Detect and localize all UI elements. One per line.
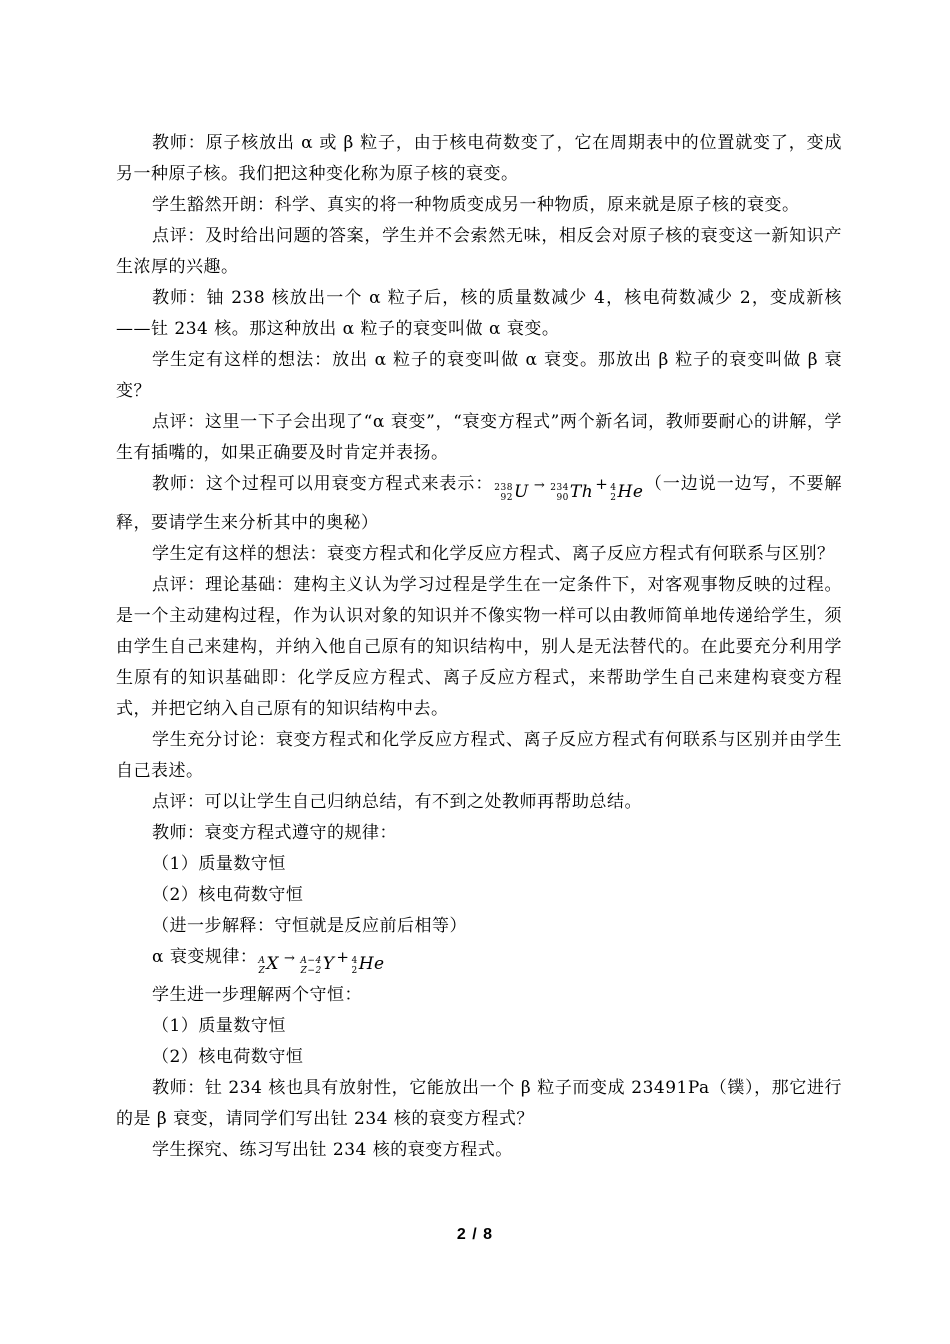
helium-mass-number: 4	[610, 483, 617, 493]
paragraph: 学生定有这样的想法：衰变方程式和化学反应方程式、离子反应方程式有何联系与区别？	[152, 543, 835, 564]
parent-nuclide	[258, 949, 279, 980]
helium-nuclide	[610, 477, 643, 508]
helium-charge-number: 2	[351, 965, 358, 976]
paragraph: （进一步解释：守恒就是反应前后相等）	[152, 915, 467, 936]
equation-intro-text: 教师：这个过程可以用衰变方程式来表示：	[152, 474, 494, 494]
reaction-arrow: →	[533, 478, 546, 493]
paragraph: 学生进一步理解两个守恒：	[152, 985, 362, 1005]
paragraph: 点评：这里一下子会出现了“α 衰变”，“衰变方程式”两个新名词，教师要耐心的讲解，学生有插嘴的，如果正确要及时肯定并表扬。	[116, 412, 842, 463]
page-body	[116, 128, 842, 1166]
uranium-charge-number: 92	[500, 493, 513, 503]
thorium-nuclide	[550, 477, 593, 508]
list-item: （1）质量数守恒	[152, 853, 286, 874]
paragraph: 点评：可以让学生自己归纳总结，有不到之处教师再帮助总结。	[152, 791, 642, 812]
parent-symbol: X	[266, 954, 279, 974]
decay-equation	[493, 469, 644, 508]
uranium-nuclide	[494, 477, 529, 508]
paragraph: 学生探究、练习写出钍 234 核的衰变方程式。	[152, 1140, 513, 1160]
helium-mass-number: 4	[351, 955, 358, 966]
paragraph: 学生定有这样的想法：放出 α 粒子的衰变叫做 α 衰变。那放出 β 粒子的衰变叫做 β 衰变？	[116, 350, 842, 401]
helium-nuclide	[352, 949, 385, 980]
daughter-symbol: Y	[322, 954, 335, 974]
plus-sign: +	[336, 947, 350, 966]
helium-symbol: He	[358, 954, 385, 974]
paragraph: 点评：及时给出问题的答案，学生并不会索然无味，相反会对原子核的衰变这一新知识产生浓厚的兴趣。	[116, 226, 842, 277]
equation-outro-text: （一边说一边写，不要解释，要请学生来分析其中的奥秘）	[116, 474, 842, 533]
equation-paragraph	[116, 469, 842, 539]
page-number: 2 / 8	[456, 1226, 494, 1243]
uranium-symbol: U	[513, 481, 529, 502]
daughter-mass-number: A−4	[300, 955, 322, 966]
plus-sign: +	[595, 475, 609, 493]
paragraph: 点评：理论基础：建构主义认为学习过程是学生在一定条件下，对客观事物反映的过程。是一个主动建构过程，作为认识对象的知识并不像实物一样可以由教师简单地传递给学生，须由学生自己来建构，并纳入他自己原有的知识结构中，别人是无法替代的。在此要充分利用学生原有的知识基础即：化学反应方程式、离子反应方程式，来帮助学生自己来建构衰变方程式，并把它纳入自己原有的知识结构中去。	[116, 574, 842, 719]
paragraph: 教师：原子核放出 α 或 β 粒子，由于核电荷数变了，它在周期表中的位置就变了，变成另一种原子核。我们把这种变化称为原子核的衰变。	[116, 133, 842, 184]
thorium-charge-number: 90	[556, 493, 569, 503]
alpha-rule-paragraph	[116, 942, 842, 981]
list-item: （2）核电荷数守恒	[152, 1047, 304, 1067]
uranium-mass-number: 238	[494, 483, 513, 493]
paragraph: 教师：铀 238 核放出一个 α 粒子后，核的质量数减少 4，核电荷数减少 2，变成新核——钍 234 核。那这种放出 α 粒子的衰变叫做 α 衰变。	[116, 288, 842, 339]
thorium-symbol: Th	[569, 481, 594, 502]
alpha-rule-label: α 衰变规律：	[152, 946, 258, 967]
paragraph: 教师：衰变方程式遵守的规律：	[152, 822, 397, 843]
parent-mass-number: A	[258, 955, 266, 966]
paragraph: 教师：钍 234 核也具有放射性，它能放出一个 β 粒子而变成 23491Pa（镤），那它进行的是 β 衰变，请同学们写出钍 234 核的衰变方程式？	[116, 1078, 842, 1129]
paragraph: 学生豁然开朗：科学、真实的将一种物质变成另一种物质，原来就是原子核的衰变。	[152, 195, 800, 215]
reaction-arrow: →	[284, 950, 296, 966]
helium-charge-number: 2	[610, 493, 617, 503]
daughter-nuclide	[300, 949, 334, 980]
paragraph: 学生充分讨论：衰变方程式和化学反应方程式、离子反应方程式有何联系与区别并由学生自己表述。	[116, 729, 842, 781]
list-item: （1）质量数守恒	[152, 1016, 286, 1036]
parent-charge-number: Z	[258, 965, 266, 976]
helium-symbol: He	[617, 481, 644, 502]
thorium-mass-number: 234	[550, 483, 569, 493]
list-item: （2）核电荷数守恒	[152, 884, 304, 905]
daughter-charge-number: Z−2	[300, 965, 322, 976]
alpha-rule-equation	[257, 942, 385, 981]
